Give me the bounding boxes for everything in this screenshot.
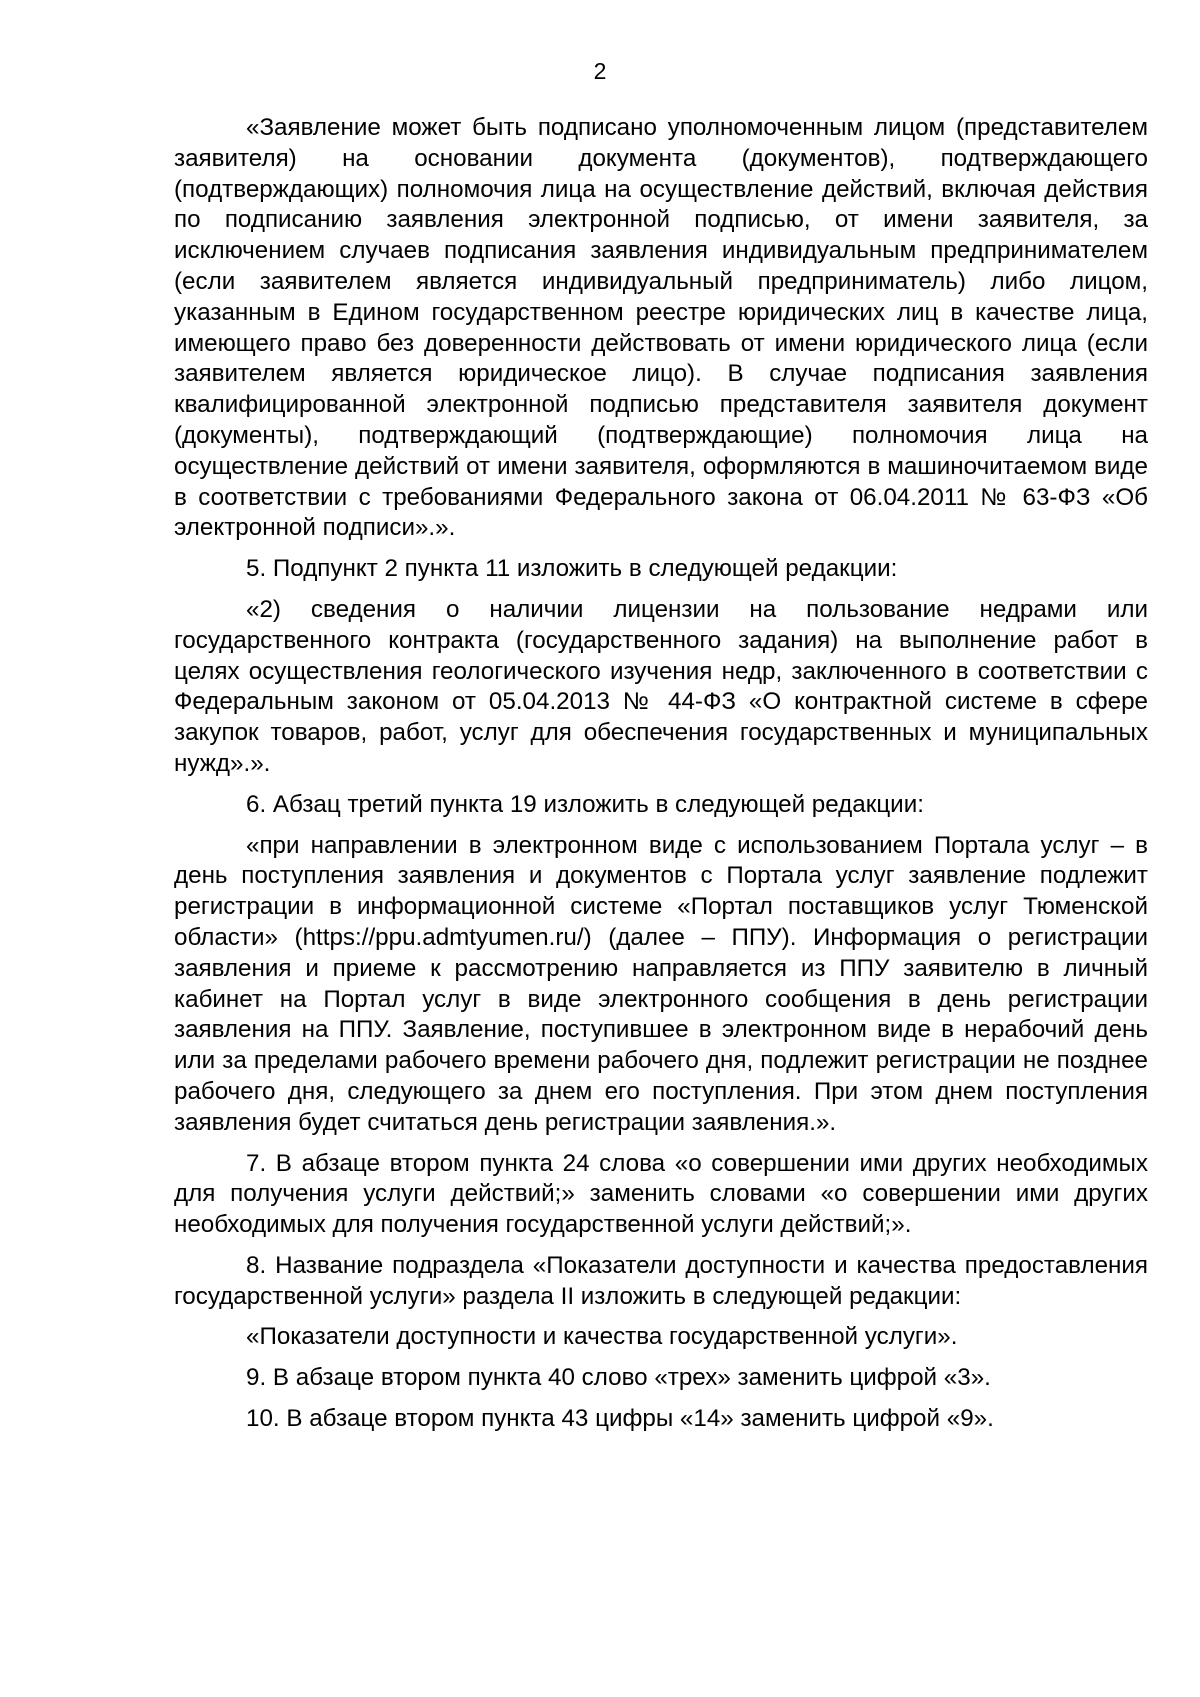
- paragraph-subsection-title: «Показатели доступности и качества государственной услуги».: [246, 1323, 958, 1351]
- document-body: [174, 113, 1148, 1435]
- paragraph-item-8: 8. Название подраздела «Показатели доступности и качества предоставления государственной услуги» раздела II изложить в следующей редакции:: [174, 1251, 1148, 1310]
- paragraph-electronic-submission: «при направлении в электронном виде с использованием Портала услуг – в день поступления заявления и документов с Портала услуг заявление подлежит регистрации в информационной системе «Портал поставщиков услуг Тюменской области» (https://ppu.admtyumen.ru/) (далее – ППУ). Информация о регистрации заявления и приеме к рассмотрению направляется из ППУ заявителю в личный кабинет на Портал услуг в виде электронного сообщения в день регистрации заявления на ППУ. Заявление, поступившее в электронном виде в нерабочий день или за пределами рабочего времени рабочего дня, подлежит регистрации не позднее рабочего дня, следующего за днем его поступления. При этом днем поступления заявления будет считаться день регистрации заявления.».: [174, 831, 1148, 1136]
- paragraph-item-9: 9. В абзаце втором пункта 40 слово «трех» заменить цифрой «3».: [246, 1364, 991, 1392]
- paragraph-item-5: 5. Подпункт 2 пункта 11 изложить в следующей редакции:: [246, 555, 898, 583]
- page-number: 2: [593, 58, 607, 84]
- paragraph-license-info: «2) сведения о наличии лицензии на пользование недрами или государственного контракта (государственного задания) на выполнение работ в целях осуществления геологического изучения недр, заключенного в соответствии с Федеральным законом от 05.04.2013 № 44-ФЗ «О контрактной системе в сфере закупок товаров, работ, услуг для обеспечения государственных и муниципальных нужд».».: [174, 595, 1148, 777]
- paragraph-item-6: 6. Абзац третий пункта 19 изложить в следующей редакции:: [246, 790, 924, 818]
- paragraph-signature-authority: «Заявление может быть подписано уполномоченным лицом (представителем заявителя) на основании документа (документов), подтверждающего (подтверждающих) полномочия лица на осуществление действий, включая действия по подписанию заявления электронной подписью, от имени заявителя, за исключением случаев подписания заявления индивидуальным предпринимателем (если заявителем является индивидуальный предприниматель) либо лицом, указанным в Едином государственном реестре юридических лиц в качестве лица, имеющего право без доверенности действовать от имени юридического лица (если заявителем является юридическое лицо). В случае подписания заявления квалифицированной электронной подписью представителя заявителя документ (документы), подтверждающий (подтверждающие) полномочия лица на осуществление действий от имени заявителя, оформляются в машиночитаемом виде в соответствии с требованиями Федерального закона от 06.04.2011 № 63-ФЗ «Об электронной подписи».».: [174, 114, 1148, 542]
- paragraph-item-10: 10. В абзаце втором пункта 43 цифры «14» заменить цифрой «9».: [246, 1405, 994, 1433]
- paragraph-item-7: 7. В абзаце втором пункта 24 слова «о совершении ими других необходимых для получения услуги действий;» заменить словами «о совершении ими других необходимых для получения государственной услуги действий;».: [174, 1149, 1148, 1239]
